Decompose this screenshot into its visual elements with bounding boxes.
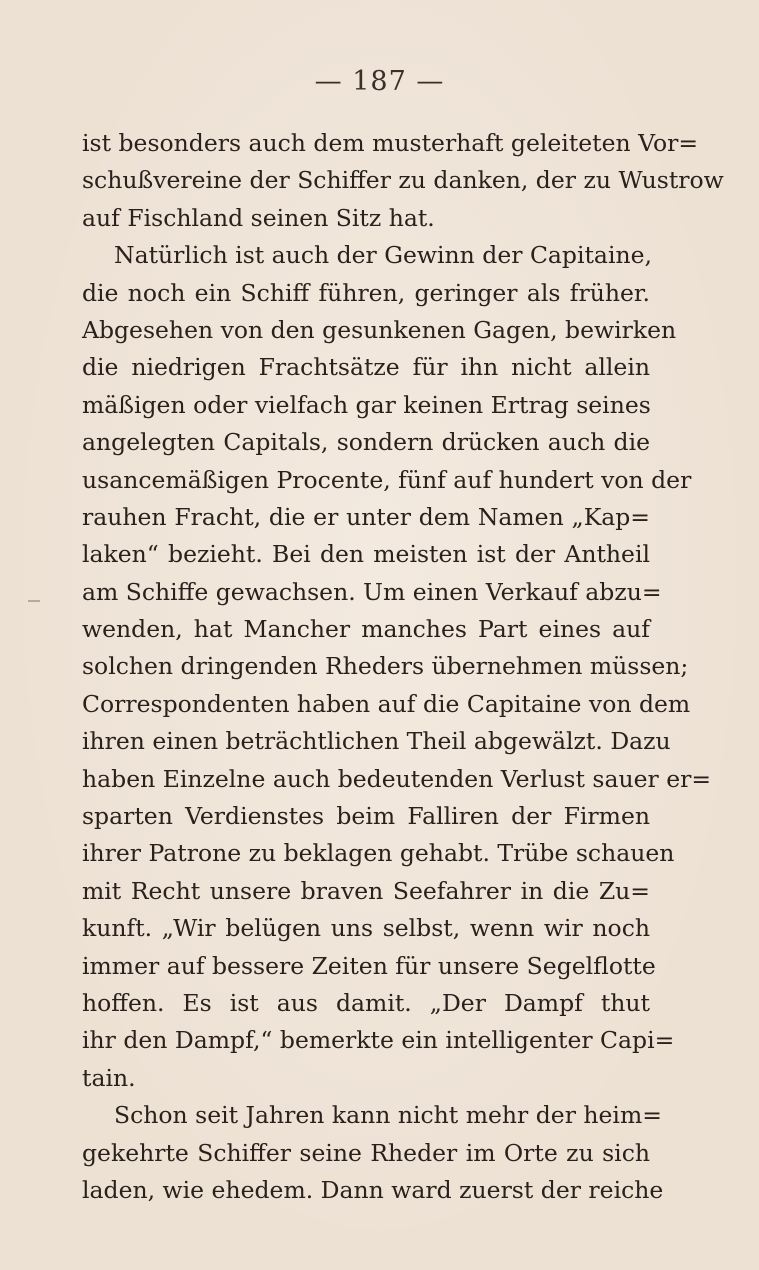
- text-line: haben Einzelne auch bedeutenden Verlust sauer er=: [82, 764, 712, 793]
- text-line: die noch ein Schiff führen, geringer als früher.: [82, 278, 650, 307]
- body-text: [82, 125, 724, 1209]
- text-line: am Schiffe gewachsen. Um einen Verkauf abzu=: [82, 577, 662, 606]
- text-line: rauhen Fracht, die er unter dem Namen „Kap=: [82, 502, 650, 531]
- text-line: immer auf bessere Zeiten für unsere Segelflotte: [82, 951, 656, 980]
- text-line: auf Fischland seinen Sitz hat.: [82, 203, 435, 232]
- paragraph-2: [82, 237, 712, 1097]
- text-line: hoffen. Es ist aus damit. „Der Dampf thut: [82, 988, 650, 1017]
- text-line: schußvereine der Schiffer zu danken, der zu Wustrow: [82, 166, 724, 195]
- text-line: Correspondenten haben auf die Capitaine von dem: [82, 689, 691, 718]
- text-line: sparten Verdienstes beim Falliren der Firmen: [82, 802, 650, 831]
- text-line: kunft. „Wir belügen uns selbst, wenn wir noch: [82, 914, 650, 943]
- text-line: gekehrte Schiffer seine Rheder im Orte zu sich: [82, 1138, 650, 1167]
- text-line: wenden, hat Mancher manches Part eines auf: [82, 615, 650, 644]
- text-line: laken“ bezieht. Bei den meisten ist der Antheil: [82, 540, 650, 569]
- text-line: solchen dringenden Rheders übernehmen müssen;: [82, 652, 689, 681]
- text-line: ihren einen beträchtlichen Theil abgewälzt. Dazu: [82, 727, 671, 756]
- text-line: Abgesehen von den gesunkenen Gagen, bewirken: [82, 315, 677, 344]
- paragraph-1: [82, 125, 724, 237]
- text-line: laden, wie ehedem. Dann ward zuerst der reiche: [82, 1175, 664, 1204]
- text-line: die niedrigen Frachtsätze für ihn nicht allein: [82, 353, 650, 382]
- paragraph-3: [82, 1097, 664, 1209]
- text-line: Schon seit Jahren kann nicht mehr der heim=: [114, 1101, 662, 1130]
- text-line: ihrer Patrone zu beklagen gehabt. Trübe schauen: [82, 839, 675, 868]
- text-line: mäßigen oder vielfach gar keinen Ertrag seines: [82, 390, 651, 419]
- text-line: mit Recht unsere braven Seefahrer in die Zu=: [82, 876, 650, 905]
- text-line: angelegten Capitals, sondern drücken auch die: [82, 428, 650, 457]
- text-line: tain.: [82, 1063, 136, 1092]
- text-line: Natürlich ist auch der Gewinn der Capitaine,: [114, 241, 652, 270]
- page-number: — 187 —: [314, 66, 445, 97]
- text-line: ist besonders auch dem musterhaft geleiteten Vor=: [82, 129, 699, 157]
- text-line: ihr den Dampf,“ bemerkte ein intelligenter Capi=: [82, 1026, 675, 1055]
- text-line: usancemäßigen Procente, fünf auf hundert von der: [82, 465, 692, 494]
- margin-mark: [28, 600, 40, 602]
